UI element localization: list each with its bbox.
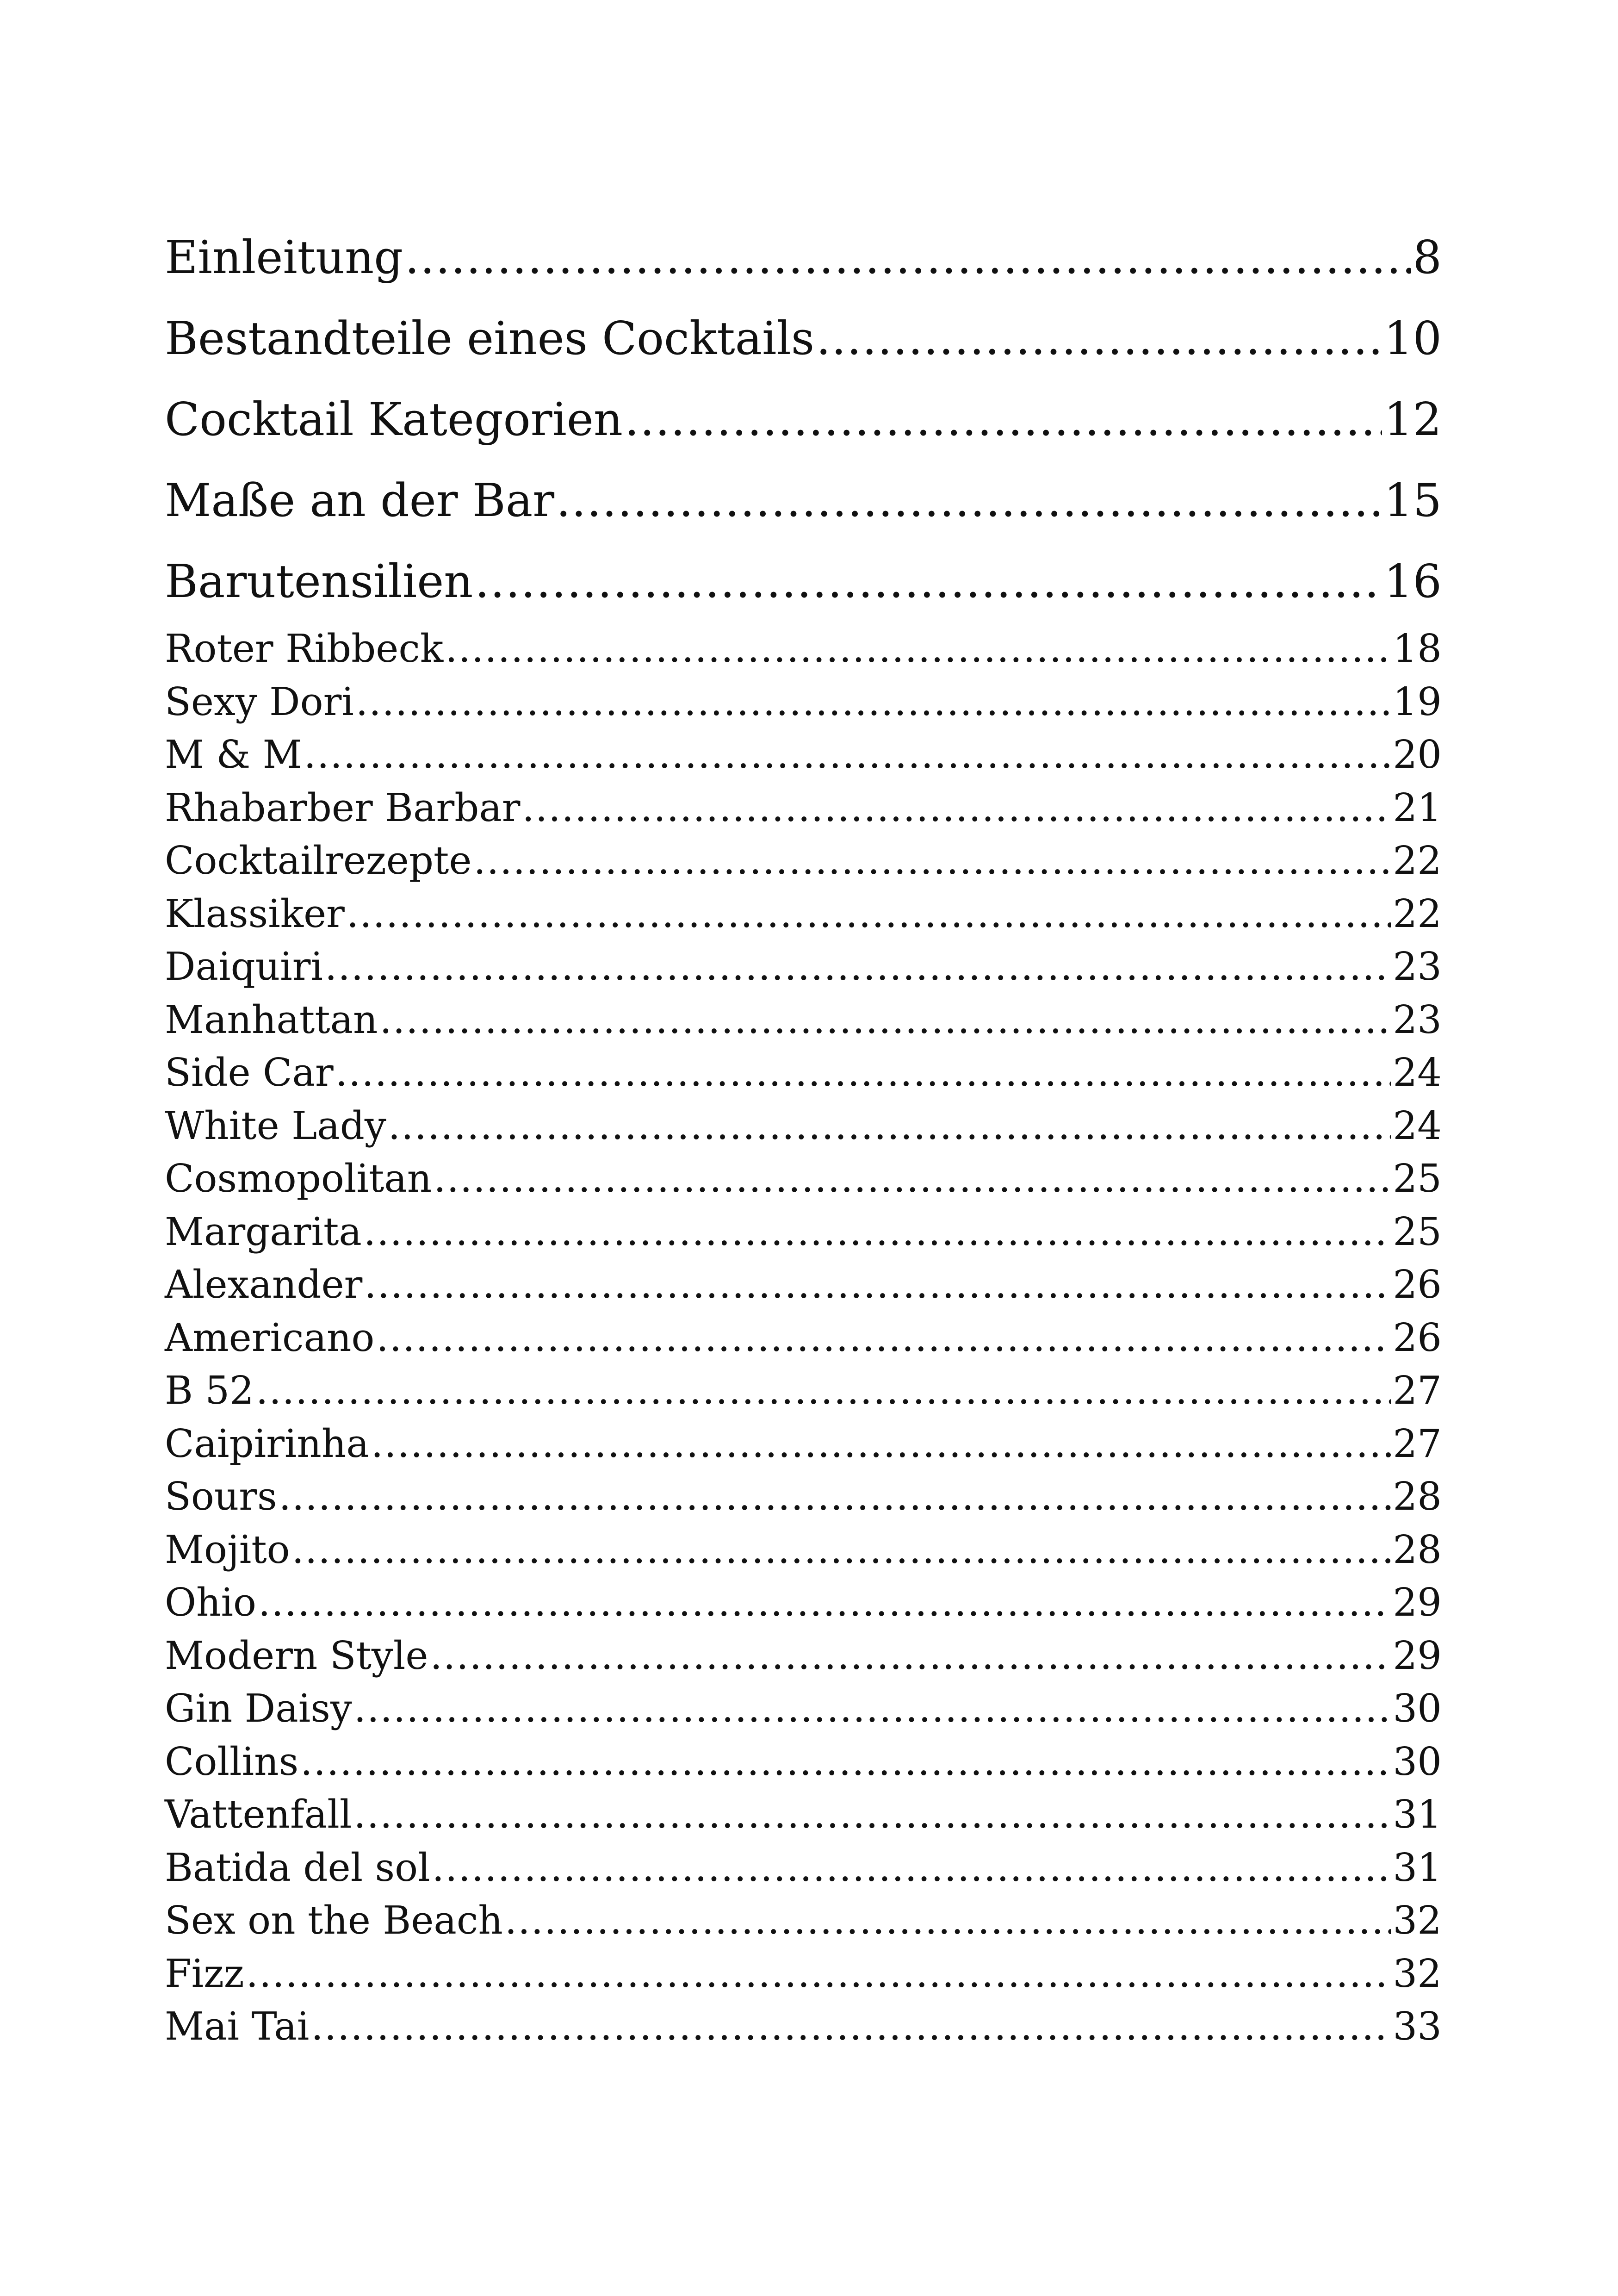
toc-entry-title: Mai Tai — [165, 2004, 310, 2049]
toc-entry[interactable] — [165, 622, 1442, 676]
toc-entry-page-number: 27 — [1393, 1421, 1442, 1466]
toc-entry-page-number: 10 — [1384, 312, 1442, 365]
toc-entry-title: Gin Daisy — [165, 1686, 352, 1731]
toc-entry[interactable] — [165, 218, 1442, 299]
toc-entry[interactable] — [165, 299, 1442, 380]
toc-entry-page-number: 27 — [1393, 1368, 1442, 1413]
toc-entry[interactable] — [165, 1736, 1442, 1789]
toc-entry-page-number: 23 — [1393, 944, 1442, 989]
toc-dot-leader — [335, 1046, 1391, 1100]
toc-entry[interactable] — [165, 1100, 1442, 1153]
toc-entry-page-number: 18 — [1393, 626, 1442, 671]
toc-dot-leader — [388, 1100, 1391, 1153]
toc-dot-leader — [364, 1258, 1391, 1312]
toc-entry-page-number: 32 — [1393, 1898, 1442, 1943]
toc-entry-page-number: 8 — [1413, 231, 1442, 284]
toc-entry-page-number: 25 — [1393, 1156, 1442, 1201]
toc-entry-title: Americano — [165, 1315, 375, 1360]
toc-dot-leader — [556, 460, 1382, 541]
toc-dot-leader — [434, 1152, 1391, 1206]
toc-entry[interactable] — [165, 728, 1442, 782]
toc-dot-leader — [258, 1576, 1391, 1630]
toc-entry-page-number: 26 — [1393, 1315, 1442, 1360]
toc-entry-page-number: 21 — [1393, 785, 1442, 830]
toc-dot-leader — [445, 622, 1391, 676]
toc-entry-page-number: 31 — [1393, 1845, 1442, 1890]
table-of-contents — [165, 218, 1442, 2053]
toc-entry[interactable] — [165, 1576, 1442, 1630]
toc-dot-leader — [325, 940, 1391, 994]
toc-entry-page-number: 25 — [1393, 1209, 1442, 1254]
toc-entry[interactable] — [165, 1258, 1442, 1312]
toc-dot-leader — [292, 1524, 1391, 1577]
toc-dot-leader — [246, 1948, 1391, 2001]
toc-dot-leader — [475, 541, 1382, 622]
toc-dot-leader — [380, 994, 1391, 1047]
toc-entry-title: Side Car — [165, 1050, 334, 1095]
toc-entry[interactable] — [165, 460, 1442, 541]
toc-entry[interactable] — [165, 1894, 1442, 1948]
toc-entry[interactable] — [165, 1206, 1442, 1259]
toc-dot-leader — [364, 1206, 1391, 1259]
toc-entry-page-number: 16 — [1384, 555, 1442, 608]
toc-entry-page-number: 33 — [1393, 2004, 1442, 2049]
toc-dot-leader — [405, 218, 1411, 299]
toc-dot-leader — [304, 728, 1391, 782]
toc-dot-leader — [311, 2000, 1391, 2053]
toc-entry-page-number: 24 — [1393, 1050, 1442, 1095]
toc-entry-title: Margarita — [165, 1209, 362, 1254]
toc-entry-title: Sex on the Beach — [165, 1898, 503, 1943]
toc-entry[interactable] — [165, 1682, 1442, 1736]
toc-entry[interactable] — [165, 888, 1442, 941]
toc-entry-title: Rhabarber Barbar — [165, 785, 521, 830]
toc-dot-leader — [625, 380, 1382, 460]
toc-entry-title: Maße an der Bar — [165, 474, 555, 527]
toc-entry-page-number: 28 — [1393, 1474, 1442, 1519]
toc-entry[interactable] — [165, 994, 1442, 1047]
toc-dot-leader — [473, 834, 1391, 888]
toc-entry-page-number: 28 — [1393, 1527, 1442, 1572]
toc-entry[interactable] — [165, 834, 1442, 888]
toc-dot-leader — [522, 782, 1391, 835]
toc-entry-title: Vattenfall — [165, 1792, 352, 1837]
toc-entry-page-number: 32 — [1393, 1951, 1442, 1996]
toc-entry-title: Ohio — [165, 1580, 257, 1625]
toc-dot-leader — [816, 299, 1382, 380]
toc-entry-title: Klassiker — [165, 891, 345, 936]
toc-entry-title: Cocktailrezepte — [165, 838, 472, 883]
toc-entry-title: Alexander — [165, 1262, 363, 1307]
toc-entry-page-number: 26 — [1393, 1262, 1442, 1307]
toc-dot-leader — [279, 1470, 1391, 1524]
toc-entry-title: White Lady — [165, 1103, 386, 1148]
toc-entry-title: Cocktail Kategorien — [165, 393, 623, 446]
toc-entry[interactable] — [165, 380, 1442, 460]
toc-dot-leader — [347, 888, 1391, 941]
toc-entry-page-number: 19 — [1393, 679, 1442, 724]
toc-entry-title: Batida del sol — [165, 1845, 430, 1890]
toc-entry[interactable] — [165, 1948, 1442, 2001]
toc-entry[interactable] — [165, 541, 1442, 622]
toc-entry-title: Daiquiri — [165, 944, 323, 989]
toc-dot-leader — [430, 1630, 1391, 1683]
toc-entry-page-number: 15 — [1384, 474, 1442, 527]
toc-entry-title: Caipirinha — [165, 1421, 369, 1466]
toc-dot-leader — [505, 1894, 1391, 1948]
toc-entry-page-number: 30 — [1393, 1686, 1442, 1731]
toc-entry-title: Einleitung — [165, 231, 403, 284]
toc-entry[interactable] — [165, 1524, 1442, 1577]
toc-entry-title: Roter Ribbeck — [165, 626, 444, 671]
toc-dot-leader — [353, 1788, 1391, 1842]
toc-dot-leader — [432, 1842, 1391, 1895]
toc-entry-page-number: 23 — [1393, 997, 1442, 1042]
toc-entry-page-number: 31 — [1393, 1792, 1442, 1837]
toc-entry-title: Cosmopolitan — [165, 1156, 432, 1201]
toc-dot-leader — [256, 1364, 1391, 1418]
toc-dot-leader — [300, 1736, 1391, 1789]
toc-dot-leader — [376, 1312, 1391, 1365]
toc-entry[interactable] — [165, 1842, 1442, 1895]
toc-entry-title: Barutensilien — [165, 555, 473, 608]
toc-entry-page-number: 22 — [1393, 891, 1442, 936]
toc-entry-title: Collins — [165, 1739, 299, 1784]
toc-entry-page-number: 30 — [1393, 1739, 1442, 1784]
toc-entry[interactable] — [165, 782, 1442, 835]
toc-entry[interactable] — [165, 1312, 1442, 1365]
toc-dot-leader — [354, 1682, 1391, 1736]
toc-entry[interactable] — [165, 1418, 1442, 1471]
toc-entry-title: M & M — [165, 732, 302, 777]
toc-entry-title: Fizz — [165, 1951, 244, 1996]
toc-entry-page-number: 12 — [1384, 393, 1442, 446]
toc-entry[interactable] — [165, 1364, 1442, 1418]
toc-entry-page-number: 29 — [1393, 1633, 1442, 1678]
toc-entry[interactable] — [165, 1046, 1442, 1100]
toc-entry-title: Sexy Dori — [165, 679, 354, 724]
toc-entry[interactable] — [165, 940, 1442, 994]
toc-entry-title: Manhattan — [165, 997, 378, 1042]
toc-dot-leader — [356, 676, 1391, 729]
toc-entry[interactable] — [165, 1788, 1442, 1842]
toc-entry-title: Mojito — [165, 1527, 290, 1572]
toc-dot-leader — [371, 1418, 1391, 1471]
toc-entry[interactable] — [165, 676, 1442, 729]
toc-entry[interactable] — [165, 2000, 1442, 2053]
toc-entry[interactable] — [165, 1152, 1442, 1206]
toc-entry-title: Sours — [165, 1474, 277, 1519]
toc-entry[interactable] — [165, 1470, 1442, 1524]
toc-entry-page-number: 24 — [1393, 1103, 1442, 1148]
toc-entry-page-number: 22 — [1393, 838, 1442, 883]
toc-entry-title: B 52 — [165, 1368, 254, 1413]
toc-entry-page-number: 29 — [1393, 1580, 1442, 1625]
toc-entry-title: Bestandteile eines Cocktails — [165, 312, 815, 365]
toc-entry-page-number: 20 — [1393, 732, 1442, 777]
toc-entry-title: Modern Style — [165, 1633, 428, 1678]
toc-entry[interactable] — [165, 1630, 1442, 1683]
